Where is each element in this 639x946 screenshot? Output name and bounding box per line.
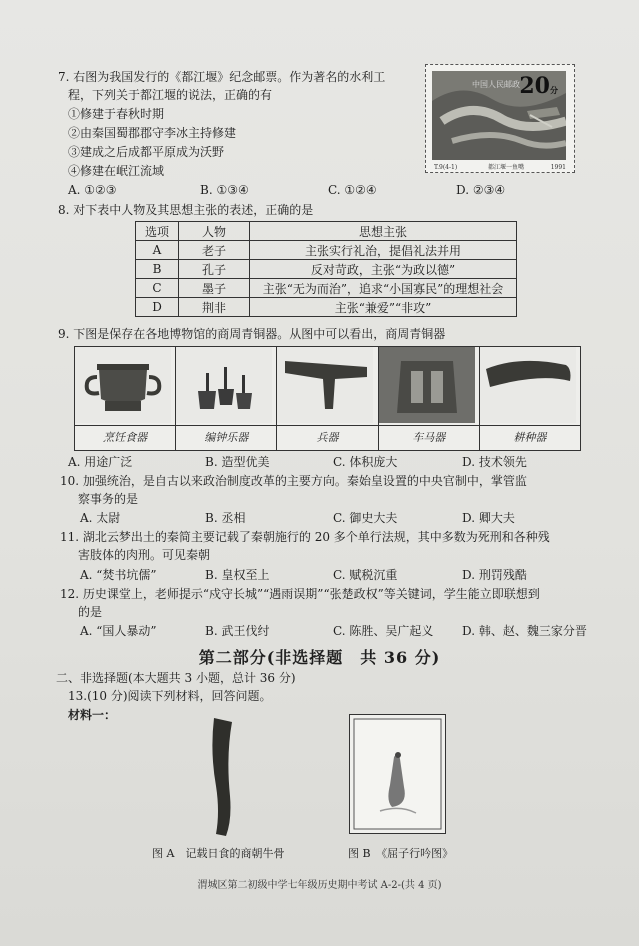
q7-stem-line1: 7. 右图为我国发行的《都江堰》纪念邮票。作为著名的水利工: [58, 70, 386, 84]
q10-stem-line2: 察事务的是: [78, 492, 139, 506]
row-option: D: [136, 298, 179, 317]
q10-option-a: A. 太尉: [80, 511, 121, 525]
bronze-cell-chariot: [379, 347, 480, 450]
q7-option-a: A. ①②③: [68, 183, 117, 197]
caption-chariot: 车马器: [379, 425, 479, 450]
q10-option-b: B. 丞相: [205, 511, 246, 525]
material-one-label: 材料一：: [68, 708, 117, 722]
q9-option-a: A. 用途广泛: [68, 455, 133, 469]
q12-option-c: C. 陈胜、吴广起义: [333, 624, 434, 638]
bronze-sickle-image: [480, 347, 576, 423]
bronze-cell-weapon: [277, 347, 378, 450]
bronze-cell-farming: [480, 347, 580, 450]
caption-cooking: 烹饪食器: [75, 425, 175, 450]
bronze-cauldron-image: [75, 347, 171, 423]
figure-b-caption: 图 B 《屈子行吟图》: [348, 847, 454, 860]
figure-a-caption: 图 A 记载日食的商朝牛骨: [152, 847, 285, 860]
q8-stem: 8. 对下表中人物及其思想主张的表述，正确的是: [58, 203, 314, 217]
q11-stem-line2: 害肢体的肉刑。可见秦朝: [78, 548, 211, 562]
row-thought: 主张实行礼治，提倡礼法并用: [250, 241, 517, 260]
bronze-cell-cooking: [75, 347, 176, 450]
q9-stem: 9. 下图是保存在各地博物馆的商周青铜器。从图中可以看出，商周青铜器: [58, 327, 446, 341]
q10-stem-line1: 10. 加强统治，是自古以来政治制度改革的主要方向。秦始皇设置的中央官制中，掌管监: [60, 474, 527, 488]
qu-yuan-painting-image: [350, 715, 445, 833]
q11-option-d: D. 刑罚残酷: [462, 568, 527, 582]
table-header-row: [136, 222, 517, 241]
q7-item-3: ③建成之后成都平原成为沃野: [68, 145, 225, 159]
row-person: 老子: [179, 241, 250, 260]
row-option: C: [136, 279, 179, 298]
stamp-header: 中国人民邮政: [472, 80, 520, 89]
q7-stem-line2: 程，下列关于都江堰的说法，正确的有: [68, 88, 273, 102]
q12-stem-line2: 的是: [78, 605, 103, 619]
row-person: 墨子: [179, 279, 250, 298]
caption-farming: 耕种器: [480, 425, 580, 450]
q7-item-1: ①修建于春秋时期: [68, 107, 165, 121]
stamp-value: 20分: [519, 73, 558, 99]
q7-option-b: B. ①③④: [200, 183, 249, 197]
stamp-caption: 都江堰一鱼嘴: [488, 164, 525, 171]
stamp-serial: T.9(4-1): [434, 164, 458, 171]
q10-option-c: C. 御史大夫: [333, 511, 398, 525]
table-row: [136, 298, 517, 317]
q7-option-c: C. ①②④: [328, 183, 377, 197]
caption-weapon: 兵器: [277, 425, 377, 450]
q9-option-d: D. 技术领先: [462, 455, 527, 469]
bronze-cell-bells: [176, 347, 277, 450]
q12-option-d: D. 韩、赵、魏三家分晋: [462, 624, 587, 638]
q7-item-2: ②由秦国蜀郡郡守李冰主持修建: [68, 126, 237, 140]
header-thought: 思想主张: [250, 222, 517, 241]
q11-option-a: A. “焚书坑儒”: [80, 568, 157, 582]
q11-stem-line1: 11. 湖北云梦出土的秦简主要记载了秦朝施行的 20 多个单行法规，其中多数为死刑和各种残: [60, 530, 550, 544]
q8-table: [135, 221, 517, 317]
q13-stem: 13.(10 分)阅读下列材料，回答问题。: [68, 689, 272, 703]
header-option: 选项: [136, 222, 179, 241]
qu-yuan-painting-figure: [349, 714, 446, 834]
section-heading: 二、非选择题(本大题共 3 小题，总计 36 分): [56, 671, 296, 685]
stamp-year: 1991: [550, 164, 566, 171]
oracle-bone-figure: [196, 716, 246, 838]
row-thought: 主张“无为而治”，追求“小国寡民”的理想社会: [250, 279, 517, 298]
oracle-bone-image: [196, 716, 246, 838]
row-option: B: [136, 260, 179, 279]
row-person: 孔子: [179, 260, 250, 279]
q12-option-b: B. 武王伐纣: [205, 624, 270, 638]
row-option: A: [136, 241, 179, 260]
table-row: [136, 260, 517, 279]
page-footer: 渭城区第二初级中学七年级历史期中考试 A-2-(共 4 页): [197, 880, 442, 891]
bronze-ware-strip: [74, 346, 581, 451]
part-two-title: 第二部分(非选择题 共 36 分): [198, 648, 441, 667]
table-row: [136, 279, 517, 298]
q12-stem-line1: 12. 历史课堂上，老师提示“戍守长城”“遇雨误期”“张楚政权”等关键词，学生能立即联想到: [60, 587, 540, 601]
q11-option-c: C. 赋税沉重: [333, 568, 398, 582]
stamp-picture: [432, 71, 566, 160]
dujiangyan-stamp: [425, 64, 575, 173]
q10-option-d: D. 卿大夫: [462, 511, 515, 525]
caption-bells: 编钟乐器: [176, 425, 276, 450]
q7-item-4: ④修建在岷江流域: [68, 164, 165, 178]
row-thought: 反对苛政，主张“为政以德”: [250, 260, 517, 279]
header-person: 人物: [179, 222, 250, 241]
q7-option-d: D. ②③④: [456, 183, 506, 197]
q9-option-b: B. 造型优美: [205, 455, 270, 469]
bronze-chariot-fitting-image: [379, 347, 475, 423]
table-row: [136, 241, 517, 260]
q9-option-c: C. 体积庞大: [333, 455, 398, 469]
q12-option-a-text: A. “国人暴动”: [80, 624, 157, 638]
row-person: 荆非: [179, 298, 250, 317]
bronze-dagger-axe-image: [277, 347, 373, 423]
bronze-bells-image: [176, 347, 272, 423]
row-thought: 主张“兼爱”“非攻”: [250, 298, 517, 317]
q11-option-b: B. 皇权至上: [205, 568, 270, 582]
